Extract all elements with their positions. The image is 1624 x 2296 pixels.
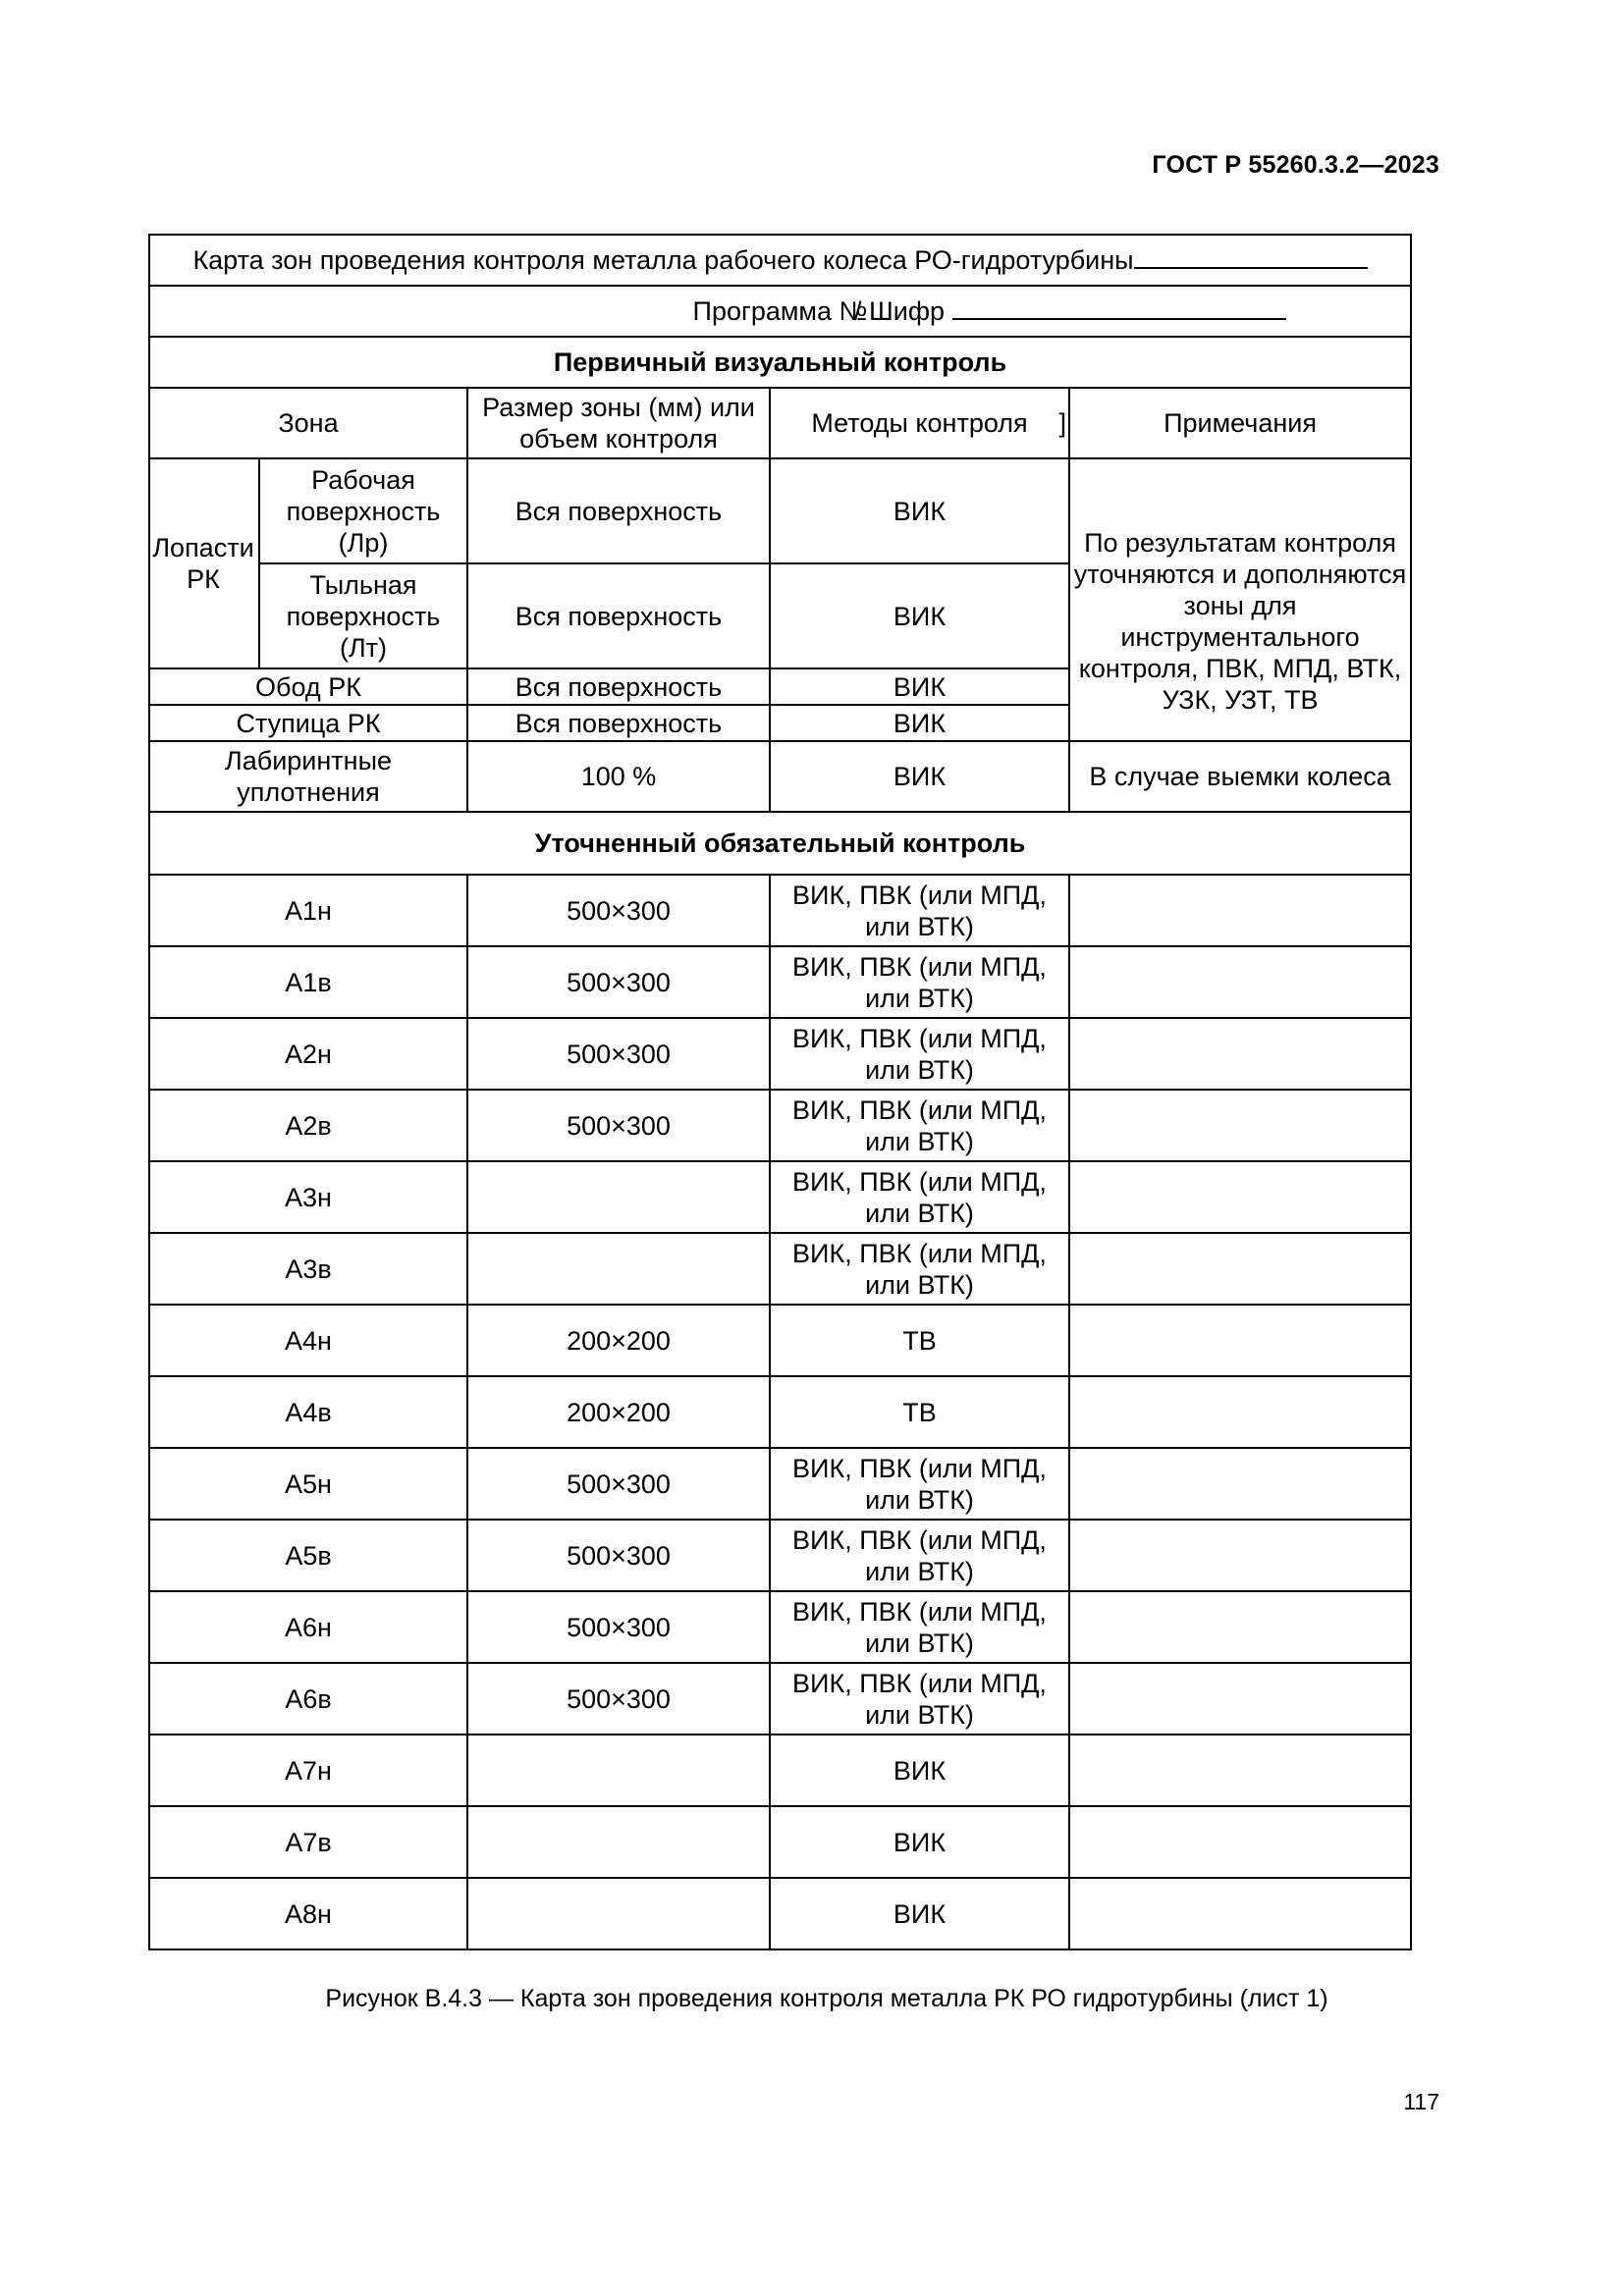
back-surface-methods: ВИК [770, 563, 1069, 668]
refined-size-cell [467, 1735, 770, 1806]
refined-size-cell: 500×300 [467, 946, 770, 1018]
refined-notes-cell [1069, 1520, 1411, 1591]
refined-methods-cell: ВИК, ПВК (или МПД, или ВТК) [770, 1448, 1069, 1520]
back-surface-size: Вся поверхность [467, 563, 770, 668]
labyrinth-notes: В случае выемки колеса [1069, 741, 1411, 812]
section-visual-row [149, 337, 1411, 388]
visual-notes-cell: По результатам контроля уточняются и дополняются зоны для инструментального контроля, ПВК, МПД, ВТК, УЗК, УЗТ, ТВ [1069, 458, 1411, 741]
column-zone-header: Зона [149, 388, 467, 458]
refined-methods-cell: ВИК, ПВК (или МПД, или ВТК) [770, 1520, 1069, 1591]
labyrinth-zone: Лабиринтные уплотнения [149, 741, 467, 812]
refined-notes-cell [1069, 875, 1411, 946]
refined-row [149, 1018, 1411, 1090]
refined-notes-cell [1069, 1448, 1411, 1520]
program-cell [149, 286, 1411, 337]
column-size-header: Размер зоны (мм) или объем контроля [467, 388, 770, 458]
refined-methods-cell: ТВ [770, 1305, 1069, 1376]
refined-notes-cell [1069, 1878, 1411, 1949]
refined-methods-cell: ВИК [770, 1806, 1069, 1878]
refined-row [149, 1090, 1411, 1161]
visual-row-labyrinth [149, 741, 1411, 812]
refined-notes-cell [1069, 1305, 1411, 1376]
refined-methods-cell: ВИК, ПВК (или МПД, или ВТК) [770, 1233, 1069, 1305]
refined-notes-cell [1069, 1735, 1411, 1806]
refined-size-cell: 500×300 [467, 875, 770, 946]
working-surface-size: Вся поверхность [467, 458, 770, 563]
refined-row [149, 1448, 1411, 1520]
column-methods-header [770, 388, 1069, 458]
working-surface-zone: Рабочая поверхность (Лр) [259, 458, 467, 563]
refined-row [149, 1663, 1411, 1735]
rim-zone: Обод РК [149, 668, 467, 705]
program-row [149, 286, 1411, 337]
refined-row [149, 1591, 1411, 1663]
refined-size-cell: 200×200 [467, 1376, 770, 1448]
hub-methods: ВИК [770, 705, 1069, 741]
refined-notes-cell [1069, 1806, 1411, 1878]
refined-row [149, 1305, 1411, 1376]
cipher-field [854, 295, 1286, 327]
working-surface-methods: ВИК [770, 458, 1069, 563]
refined-row [149, 946, 1411, 1018]
refined-row [149, 1806, 1411, 1878]
page-number: 117 [1403, 2089, 1439, 2114]
refined-size-cell: 500×300 [467, 1520, 770, 1591]
blades-label: Лопасти РК [152, 533, 254, 594]
refined-zone-cell: А1н [149, 875, 467, 946]
labyrinth-methods: ВИК [770, 741, 1069, 812]
refined-row [149, 1735, 1411, 1806]
back-surface-zone: Тыльная поверхность (Лт) [259, 563, 467, 668]
refined-zone-cell: А7н [149, 1735, 467, 1806]
figure-caption: Рисунок В.4.3 — Карта зон проведения контроля металла РК РО гидротурбины (лист 1) [325, 1985, 1328, 2012]
refined-size-cell [467, 1233, 770, 1305]
refined-zone-cell: А3в [149, 1233, 467, 1305]
refined-size-cell: 500×300 [467, 1591, 770, 1663]
blades-label-cell [149, 458, 259, 668]
refined-zone-cell: А6н [149, 1591, 467, 1663]
column-methods-bracket: ] [1058, 408, 1066, 438]
refined-zone-cell: А2н [149, 1018, 467, 1090]
refined-row [149, 1878, 1411, 1949]
section-refined-title: Уточненный обязательный контроль [149, 812, 1411, 875]
refined-size-cell [467, 1161, 770, 1233]
rim-methods: ВИК [770, 668, 1069, 705]
rim-size: Вся поверхность [467, 668, 770, 705]
refined-zone-cell: А5н [149, 1448, 467, 1520]
refined-zone-cell: А1в [149, 946, 467, 1018]
refined-size-cell: 500×300 [467, 1090, 770, 1161]
refined-zone-cell: А3н [149, 1161, 467, 1233]
hub-zone: Ступица РК [149, 705, 467, 741]
column-methods-label: Методы контроля [811, 408, 1028, 438]
refined-notes-cell [1069, 1233, 1411, 1305]
refined-size-cell: 500×300 [467, 1018, 770, 1090]
refined-row [149, 1233, 1411, 1305]
refined-notes-cell [1069, 1018, 1411, 1090]
hub-size: Вся поверхность [467, 705, 770, 741]
form-title-cell [149, 235, 1411, 286]
refined-row [149, 1376, 1411, 1448]
section-visual-title: Первичный визуальный контроль [149, 337, 1411, 388]
refined-methods-cell: ВИК [770, 1878, 1069, 1949]
refined-zone-cell: А7в [149, 1806, 467, 1878]
form-title: Карта зон проведения контроля металла рабочего колеса РО-гидротурбины [192, 245, 1134, 275]
refined-methods-cell: ВИК, ПВК (или МПД, или ВТК) [770, 1018, 1069, 1090]
refined-size-cell [467, 1806, 770, 1878]
refined-methods-cell: ВИК, ПВК (или МПД, или ВТК) [770, 875, 1069, 946]
refined-notes-cell [1069, 946, 1411, 1018]
title-fill-line [1134, 245, 1368, 269]
column-notes-header: Примечания [1069, 388, 1411, 458]
refined-row [149, 875, 1411, 946]
refined-methods-cell: ВИК, ПВК (или МПД, или ВТК) [770, 1090, 1069, 1161]
refined-zone-cell: А2в [149, 1090, 467, 1161]
refined-zone-cell: А4в [149, 1376, 467, 1448]
program-label: Программа № [692, 296, 868, 326]
refined-zone-cell: А8н [149, 1878, 467, 1949]
refined-methods-cell: ВИК, ПВК (или МПД, или ВТК) [770, 1591, 1069, 1663]
cipher-label: / Шифр [854, 296, 946, 326]
document-code: ГОСТ Р 55260.3.2—2023 [1152, 151, 1439, 179]
refined-notes-cell [1069, 1376, 1411, 1448]
column-header-row [149, 388, 1411, 458]
refined-size-cell [467, 1878, 770, 1949]
refined-row [149, 1520, 1411, 1591]
refined-size-cell: 500×300 [467, 1448, 770, 1520]
section-refined-row [149, 812, 1411, 875]
refined-methods-cell: ТВ [770, 1376, 1069, 1448]
cipher-fill-line [952, 296, 1286, 320]
refined-notes-cell [1069, 1090, 1411, 1161]
labyrinth-size: 100 % [467, 741, 770, 812]
refined-row [149, 1161, 1411, 1233]
form-title-row [149, 235, 1411, 286]
refined-notes-cell [1069, 1663, 1411, 1735]
refined-methods-cell: ВИК, ПВК (или МПД, или ВТК) [770, 946, 1069, 1018]
refined-size-cell: 200×200 [467, 1305, 770, 1376]
refined-methods-cell: ВИК, ПВК (или МПД, или ВТК) [770, 1663, 1069, 1735]
refined-notes-cell [1069, 1591, 1411, 1663]
refined-zone-cell: А5в [149, 1520, 467, 1591]
refined-methods-cell: ВИК [770, 1735, 1069, 1806]
zone-map-table [148, 234, 1412, 1950]
refined-size-cell: 500×300 [467, 1663, 770, 1735]
refined-zone-cell: А4н [149, 1305, 467, 1376]
refined-notes-cell [1069, 1161, 1411, 1233]
refined-methods-cell: ВИК, ПВК (или МПД, или ВТК) [770, 1161, 1069, 1233]
visual-row-working [149, 458, 1411, 563]
refined-zone-cell: А6в [149, 1663, 467, 1735]
